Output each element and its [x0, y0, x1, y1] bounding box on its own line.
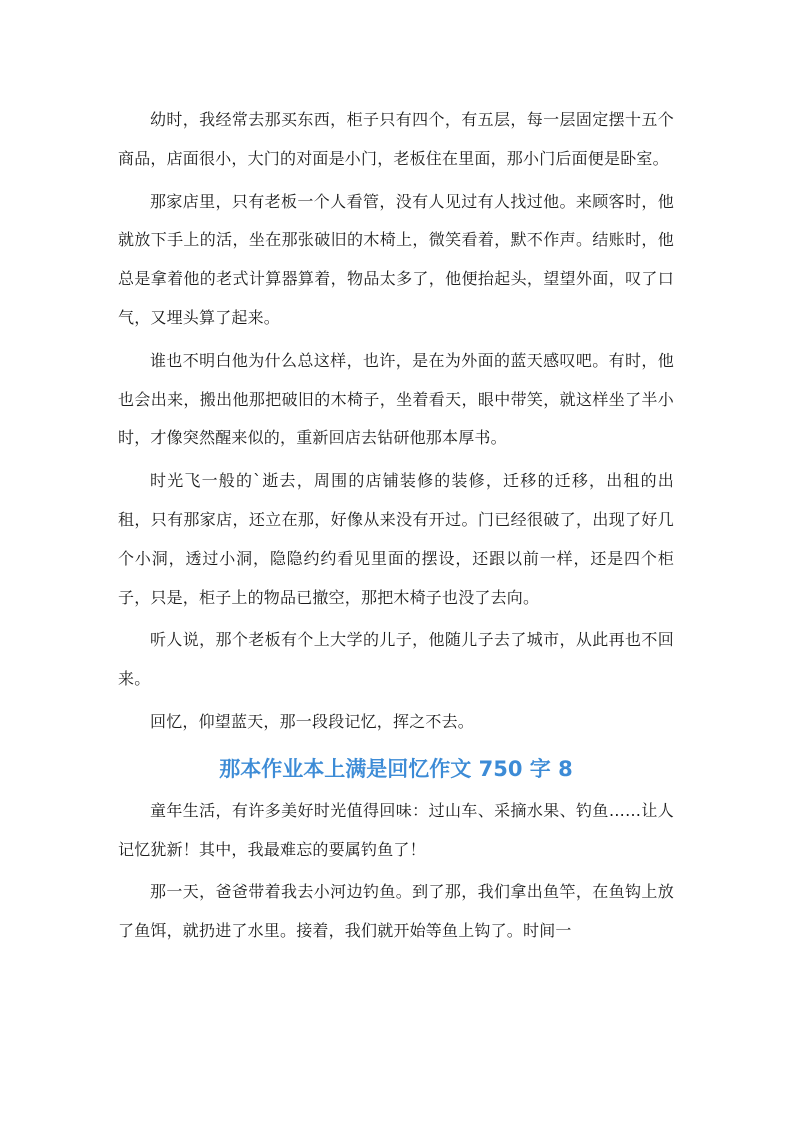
document-page: [118, 101, 674, 955]
paragraph: 谁也不明白他为什么总这样，也许，是在为外面的蓝天感叹吧。有时，他也会出来，搬出他那把破旧的木椅子，坐着看天，眼中带笑，就这样坐了半小时，才像突然醒来似的，重新回店去钻研他那本厚书。: [118, 350, 674, 448]
paragraph: 听人说，那个老板有个上大学的儿子，他随儿子去了城市，从此再也不回来。: [118, 630, 674, 689]
paragraph: 回忆，仰望蓝天，那一段段记忆，挥之不去。: [150, 711, 475, 731]
paragraph: 那家店里，只有老板一个人看管，没有人见过有人找过他。来顾客时，他就放下手上的活，坐在那张破旧的木椅上，微笑看着，默不作声。结账时，他总是拿着他的老式计算器算着，物品太多了，他便抬起头，望望外面，叹了口气，又埋头算了起来。: [118, 191, 674, 327]
paragraph: 童年生活，有许多美好时光值得回味：过山车、采摘水果、钓鱼……让人记忆犹新！其中，我最难忘的要属钓鱼了！: [118, 800, 674, 859]
section-heading: 那本作业本上满是回忆作文 750 字 8: [219, 756, 573, 781]
paragraph: 那一天，爸爸带着我去小河边钓鱼。到了那，我们拿出鱼竿，在鱼钩上放了鱼饵，就扔进了水里。接着，我们就开始等鱼上钩了。时间一: [118, 882, 674, 941]
paragraph: 幼时，我经常去那买东西，柜子只有四个，有五层，每一层固定摆十五个商品，店面很小，大门的对面是小门，老板住在里面，那小门后面便是卧室。: [118, 110, 674, 168]
paragraph: 时光飞一般的`逝去，周围的店铺装修的装修，迁移的迁移，出租的出租，只有那家店，还立在那，好像从来没有开过。门已经很破了，出现了好几个小洞，透过小洞，隐隐约约看见里面的摆设，还跟以前一样，还是四个柜子，只是，柜子上的物品已撤空，那把木椅子也没了去向。: [118, 471, 674, 607]
